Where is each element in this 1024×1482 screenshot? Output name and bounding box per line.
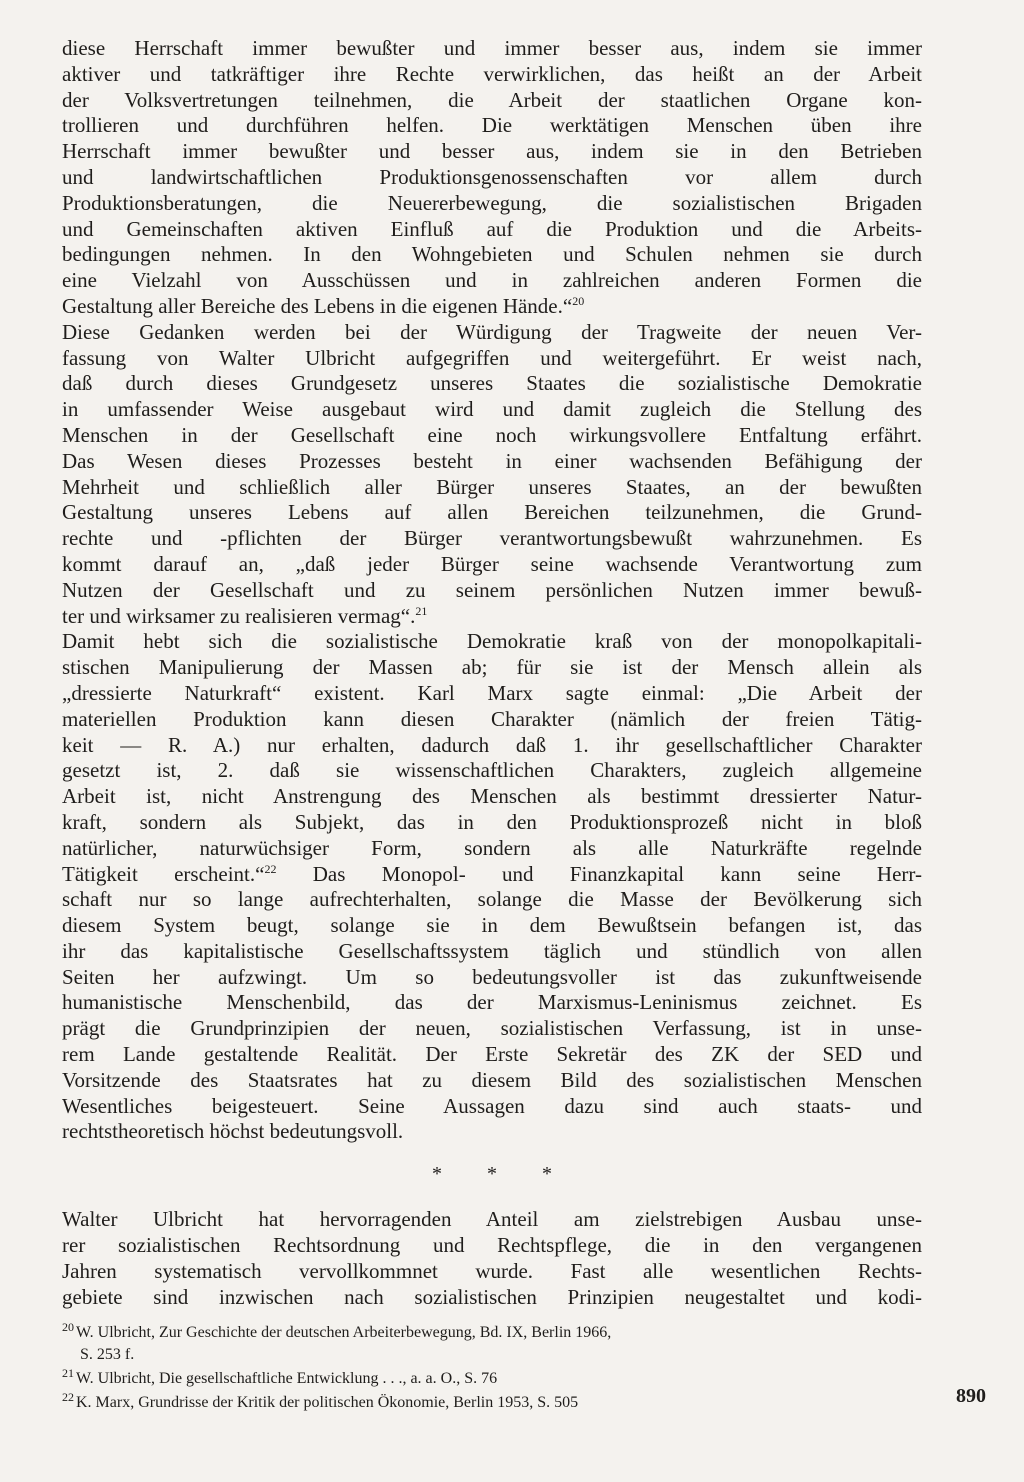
text-line: rer sozialistischen Rechtsordnung und Rechtspflege, die in den vergangenen: [62, 1233, 922, 1258]
text-line: daß durch dieses Grundgesetz unseres Staates die sozialistische Demokratie: [62, 371, 922, 396]
text-line: der Volksvertretungen teilnehmen, die Arbeit der staatlichen Organe kon-: [62, 87, 922, 112]
text-line: „dressierte Naturkraft“ existent. Karl Marx sagte einmal: „Die Arbeit der: [62, 680, 922, 705]
paragraph-3: [62, 629, 922, 1145]
text-fragment: Das Monopol- und Finanzkapital kann seine Herr-: [276, 861, 922, 886]
text-line: Seiten her aufzwingt. Um so bedeutungsvoller ist das zukunftweisende: [62, 964, 922, 989]
footnote-number: 21: [62, 1365, 74, 1380]
footnote-20: [62, 1319, 922, 1366]
footnote-continuation: S. 253 f.: [80, 1346, 135, 1363]
page-number: 890: [956, 1385, 986, 1407]
text-line: Wesentliches beigesteuert. Seine Aussagen dazu sind auch staats- und: [62, 1093, 922, 1118]
text-line: Walter Ulbricht hat hervorragenden Anteil am zielstrebigen Ausbau unse-: [62, 1207, 922, 1232]
text-line: stischen Manipulierung der Massen ab; für sie ist der Mensch allein als: [62, 655, 922, 680]
paragraph-2: [62, 320, 922, 630]
text-line: Gestaltung unseres Lebens auf allen Bereichen teilzunehmen, die Grund-: [62, 500, 922, 525]
text-line: eine Vielzahl von Ausschüssen und in zahlreichen anderen Formen die: [62, 268, 922, 293]
text-line: Damit hebt sich die sozialistische Demokratie kraß von der monopolkapitali-: [62, 629, 922, 654]
text-line: rechte und -pflichten der Bürger verantwortungsbewußt wahrzunehmen. Es: [62, 526, 922, 551]
footnote-number: 22: [62, 1389, 74, 1404]
text-line: natürlicher, naturwüchsiger Form, sondern als alle Naturkräfte regelnde: [62, 835, 922, 860]
text-line: gesetzt ist, 2. daß sie wissenschaftlichen Charakters, zugleich allgemeine: [62, 758, 922, 783]
text-line: und landwirtschaftlichen Produktionsgenossenschaften vor allem durch: [62, 164, 922, 189]
paragraph-1: [62, 36, 922, 320]
text-line: bedingungen nehmen. In den Wohngebieten und Schulen nehmen sie durch: [62, 242, 922, 267]
text-fragment: Gestaltung aller Bereiche des Lebens in die eigenen Hände.“: [62, 293, 573, 318]
text-line: [62, 604, 922, 630]
text-line: prägt die Grundprinzipien der neuen, sozialistischen Verfassung, ist in unse-: [62, 1016, 922, 1041]
footnote-22: [62, 1389, 922, 1414]
footnote-ref-20[interactable]: 20: [572, 293, 585, 308]
text-line: [62, 294, 922, 320]
text-line: ihr das kapitalistische Gesellschaftssystem täglich und stündlich von allen: [62, 938, 922, 963]
text-line: Menschen in der Gesellschaft eine noch wirkungsvollere Entfaltung erfährt.: [62, 422, 922, 447]
text-line: materiellen Produktion kann diesen Charakter (nämlich der freien Tätig-: [62, 706, 922, 731]
text-line: Arbeit ist, nicht Anstrengung des Menschen als bestimmt dressierter Natur-: [62, 784, 922, 809]
text-line: keit — R. A.) nur erhalten, dadurch daß 1. ihr gesellschaftlicher Charakter: [62, 732, 922, 757]
footnote-number: 20: [62, 1319, 74, 1334]
text-line: diese Herrschaft immer bewußter und immer besser aus, indem sie immer: [62, 36, 922, 60]
text-line: Nutzen der Gesellschaft und zu seinem persönlichen Nutzen immer bewuß-: [62, 577, 922, 602]
text-line: kraft, sondern als Subjekt, das in den Produktionsprozeß nicht in bloß: [62, 809, 922, 834]
text-line: schaft nur so lange aufrechterhalten, solange die Masse der Bevölkerung sich: [62, 887, 922, 912]
footnote-ref-21[interactable]: 21: [415, 603, 428, 618]
footnote-ref-22[interactable]: 22: [264, 861, 277, 876]
text-fragment: Tätigkeit erscheint.“: [62, 861, 265, 886]
footnote-text: K. Marx, Grundrisse der Kritik der politischen Ökonomie, Berlin 1953, S. 505: [76, 1394, 579, 1411]
text-line: kommt darauf an, „daß jeder Bürger seine wachsende Verantwortung zum: [62, 551, 922, 576]
text-line: und Gemeinschaften aktiven Einfluß auf die Produktion und die Arbeits-: [62, 216, 922, 241]
footnote-text: W. Ulbricht, Zur Geschichte der deutschen Arbeiterbewegung, Bd. IX, Berlin 1966,: [76, 1324, 612, 1341]
footnote-21: [62, 1365, 922, 1390]
text-line: Mehrheit und schließlich aller Bürger unseres Staates, an der bewußten: [62, 474, 922, 499]
text-line: diesem System beugt, solange sie in dem Bewußtsein befangen ist, das: [62, 913, 922, 938]
text-line: fassung von Walter Ulbricht aufgegriffen und weitergeführt. Er weist nach,: [62, 345, 922, 370]
text-line: Jahren systematisch vervollkommnet wurde. Fast alle wesentlichen Rechts-: [62, 1258, 922, 1283]
text-line: humanistische Menschenbild, das der Marxismus-Leninismus zeichnet. Es: [62, 990, 922, 1015]
text-line: Vorsitzende des Staatsrates hat zu diesem Bild des sozialistischen Menschen: [62, 1067, 922, 1092]
text-line: Produktionsberatungen, die Neuererbewegung, die sozialistischen Brigaden: [62, 190, 922, 215]
paragraph-4: [62, 1207, 922, 1310]
text-line: [62, 862, 922, 888]
footnotes: [62, 1319, 922, 1416]
text-line: in umfassender Weise ausgebaut wird und damit zugleich die Stellung des: [62, 397, 922, 422]
section-separator: * * *: [432, 1163, 572, 1186]
text-line: Diese Gedanken werden bei der Würdigung der Tragweite der neuen Ver-: [62, 319, 922, 344]
text-fragment: ter und wirksamer zu realisieren vermag“.: [62, 603, 416, 628]
text-line: Das Wesen dieses Prozesses besteht in einer wachsenden Befähigung der: [62, 448, 922, 473]
text-line: rechtstheoretisch höchst bedeutungsvoll.: [62, 1119, 404, 1144]
text-line: rem Lande gestaltende Realität. Der Erste Sekretär des ZK der SED und: [62, 1042, 922, 1067]
text-line: gebiete sind inzwischen nach sozialistischen Prinzipien neugestaltet und kodi-: [62, 1284, 922, 1309]
page-body: [62, 36, 922, 1310]
text-line: aktiver und tatkräftiger ihre Rechte verwirklichen, das heißt an der Arbeit: [62, 61, 922, 86]
text-line: trollieren und durchführen helfen. Die werktätigen Menschen üben ihre: [62, 113, 922, 138]
footnote-text: W. Ulbricht, Die gesellschaftliche Entwicklung . . ., a. a. O., S. 76: [76, 1370, 498, 1387]
text-line: Herrschaft immer bewußter und besser aus, indem sie in den Betrieben: [62, 139, 922, 164]
